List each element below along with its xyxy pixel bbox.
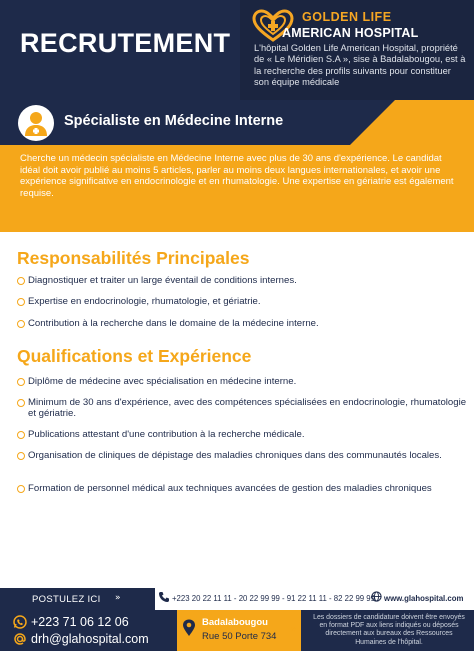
header-description: L'hôpital Golden Life American Hospital, propriété de « Le Méridien S.A », sise à Badalabougou, est à la recherche des profils suivants pour constituer son équipe médicale (254, 43, 466, 88)
chevron-right-icon: » (115, 593, 121, 603)
list-item-text: Contribution à la recherche dans le domaine de la médecine interne. (28, 318, 319, 329)
location-pin-icon (182, 619, 196, 637)
list-item (17, 450, 467, 461)
list-item-text: Formation de personnel médical aux techniques avancées de gestion des maladies chroniques (28, 483, 432, 494)
phone-numbers: +223 20 22 11 11 - 20 22 99 99 - 91 22 11 11 - 82 22 99 99 (172, 594, 375, 603)
position-description: Cherche un médecin spécialiste en Médecine Interne avec plus de 30 ans d'expérience. Le candidat idéal doit avoir publié au moins 5 articles, parler au moins deux langues internationales, et avoir une expérience significative en endocrinologie et en rhumatologie. Une expertise en gériatrie est également requise. (20, 153, 454, 199)
position-title: Spécialiste en Médecine Interne (64, 113, 284, 129)
list-item-text: Diplôme de médecine avec spécialisation en médecine interne. (28, 376, 297, 387)
email-address[interactable]: drh@glahospital.com (31, 632, 149, 646)
chevron-right-icon: » (290, 622, 298, 636)
doctor-icon (22, 109, 50, 137)
website-link[interactable]: www.glahospital.com (384, 594, 464, 603)
list-item-text: Minimum de 30 ans d'expérience, avec des compétences spécialisées en endocrinologie, rhumatologie et gériatrie. (28, 397, 467, 420)
list-item (17, 483, 467, 494)
bullet-icon (17, 378, 25, 386)
list-item (17, 318, 467, 329)
list-item-text: Diagnostiquer et traiter un large éventail de conditions internes. (28, 275, 297, 286)
logo-text-american-hospital: AMERICAN HOSPITAL (282, 26, 419, 40)
list-item (17, 296, 467, 307)
application-note: Les dossiers de candidature doivent être envoyés en format PDF aux liens indiqués ou déposés directement aux bureaux des Ressources Humaines de l'hôpital. (313, 614, 465, 646)
bullet-icon (17, 277, 25, 285)
address-line-2: Rue 50 Porte 734 (202, 631, 277, 642)
bullet-icon (17, 452, 25, 460)
list-item (17, 376, 467, 387)
address-line-1: Badalabougou (202, 617, 268, 628)
responsibilities-heading: Responsabilités Principales (17, 248, 250, 268)
apply-label[interactable]: POSTULEZ ICI (32, 594, 101, 605)
page-title: RECRUTEMENT (20, 28, 231, 58)
bullet-icon (17, 485, 25, 493)
bullet-icon (17, 431, 25, 439)
whatsapp-number[interactable]: +223 71 06 12 06 (31, 615, 129, 629)
list-item-text: Publications attestant d'une contribution à la recherche médicale. (28, 429, 305, 440)
email-icon (13, 632, 27, 646)
bullet-icon (17, 320, 25, 328)
qualifications-heading: Qualifications et Expérience (17, 346, 252, 366)
list-item-text: Organisation de cliniques de dépistage des maladies chroniques dans des communautés locales. (28, 450, 442, 461)
bullet-icon (17, 399, 25, 407)
whatsapp-icon (13, 615, 27, 629)
list-item (17, 397, 467, 420)
bullet-icon (17, 298, 25, 306)
list-item-text: Expertise en endocrinologie, rhumatologie, et gériatrie. (28, 296, 261, 307)
globe-icon (371, 591, 382, 602)
phone-icon (158, 591, 170, 603)
list-item (17, 429, 467, 440)
logo-text-golden-life: GOLDEN LIFE (302, 10, 392, 24)
list-item (17, 275, 467, 286)
position-title-card-corner (350, 100, 395, 145)
